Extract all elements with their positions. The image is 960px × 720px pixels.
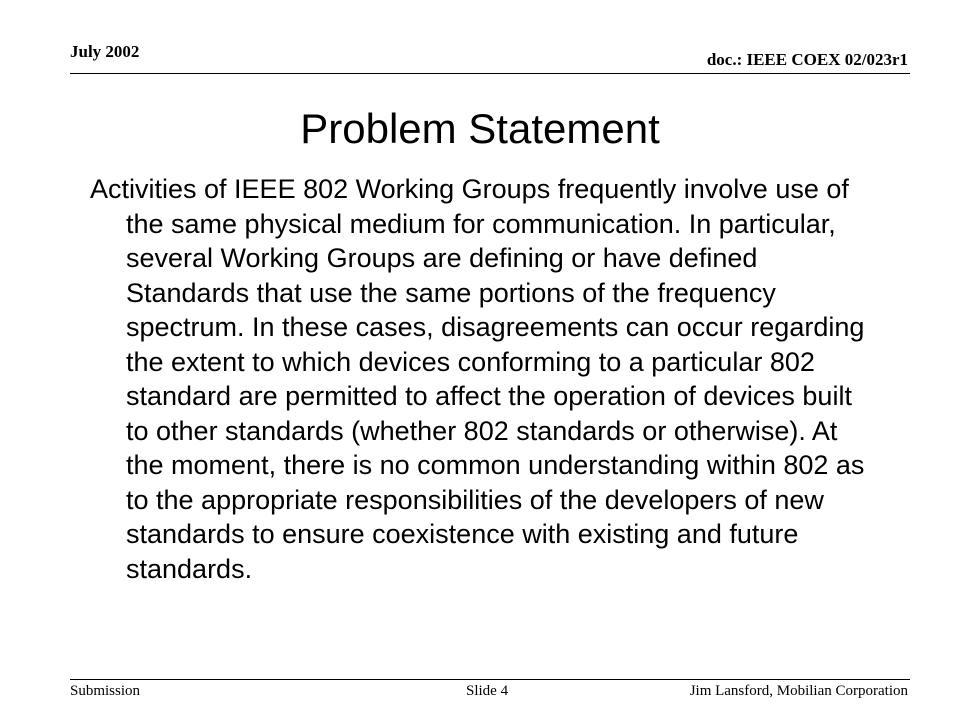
header-divider (70, 73, 910, 74)
header-doc-id: doc.: IEEE COEX 02/023r1 (706, 50, 908, 69)
footer-author: Jim Lansford, Mobilian Corporation (689, 683, 908, 699)
footer-slide-number: Slide 4 (466, 683, 509, 699)
footer-divider (70, 679, 910, 680)
slide-body-paragraph: Activities of IEEE 802 Working Groups frequently involve use of the same physical medium for communication. In particular, several Working Groups are defining or have defined Standards that use the same portions of the frequency spectrum. In these cases, disagreements can occur regarding the extent to which devices conforming to a particular 802 standard are permitted to affect the operation of devices built to other standards (whether 802 standards or otherwise). At the moment, there is no common understanding within 802 as to the appropriate responsibilities of the developers of new standards to ensure coexistence with existing and future standards. (90, 174, 865, 584)
slide-title: Problem Statement (300, 105, 660, 152)
footer-submission: Submission (70, 683, 141, 699)
header-date: July 2002 (70, 42, 140, 61)
